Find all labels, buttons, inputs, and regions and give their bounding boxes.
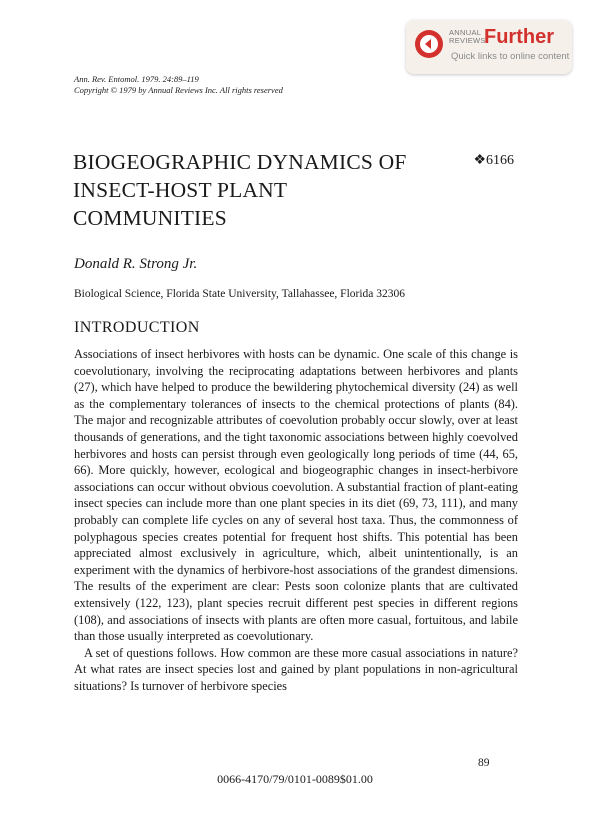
footer-code: 0066-4170/79/0101-0089$01.00: [217, 772, 373, 786]
badge-annual-text: ANNUAL: [449, 28, 482, 37]
journal-citation: [74, 74, 283, 96]
author-name: Donald R. Strong Jr.: [74, 256, 198, 272]
annual-reviews-further-badge[interactable]: [406, 20, 572, 74]
citation-line: Ann. Rev. Entomol. 1979. 24:89–119: [74, 74, 199, 84]
paragraph: A set of questions follows. How common are these more casual associations in nature? At what rates are insect species lost and gained by plant populations in non-agricultural situations? Is turnover of herbivore species: [74, 645, 518, 693]
badge-reviews-text: REVIEWS: [449, 36, 486, 45]
article-code: ❖6166: [473, 153, 514, 168]
article-title: BIOGEOGRAPHIC DYNAMICS OF INSECT-HOST PLANT COMMUNITIES: [73, 150, 407, 230]
section-heading: INTRODUCTION: [74, 319, 200, 336]
paragraph: Associations of insect herbivores with hosts can be dynamic. One scale of this change is coevolutionary, involving the reciprocating adaptations between herbivores and plants (27), which have helped to produce the bewildering phytochemical diversity (24) as well as the complementary tolerances of insects to the chemical protections of plants (84). The major and recognizable attributes of coevolution probably occur slowly, over at least thousands of generations, and the tight taxonomic associations between highly coevolved herbivores and hosts can persist through even geologically long periods of time (44, 65, 66). More quickly, however, ecological and biogeographic changes in insect-herbivore associations can occur without obvious coevolution. A substantial fraction of plant-eating insect species can include more than one plant species in its diet (69, 73, 111), and many probably can complete life cycles on any of several host taxa. Thus, the commonness of polyphagous species creates potential for frequent host shifts. This potential has been appreciated almost exclusively in agriculture, which, albeit unintentionally, is an experiment with the dynamics of herbivore-host associations of the grandest dimensions. The results of the experiment are clear: Pests soon colonize plants that are cultivated extensively (122, 123), plant species recruit different pest species in different regions (108), and associations of insects with plants are often more casual, fortuitous, and labile than those usually interpreted as coevolutionary.: [74, 347, 518, 644]
badge-subtitle: Quick links to online content: [451, 51, 570, 62]
badge-publisher-label: [449, 29, 486, 45]
badge-title: Further: [484, 26, 554, 48]
page-number: 89: [478, 757, 490, 769]
copyright-line: Copyright © 1979 by Annual Reviews Inc. All rights reserved: [74, 85, 283, 95]
play-circle-icon: [415, 30, 443, 58]
author-affiliation: Biological Science, Florida State University, Tallahassee, Florida 32306: [74, 288, 406, 300]
body-text: [74, 346, 518, 694]
